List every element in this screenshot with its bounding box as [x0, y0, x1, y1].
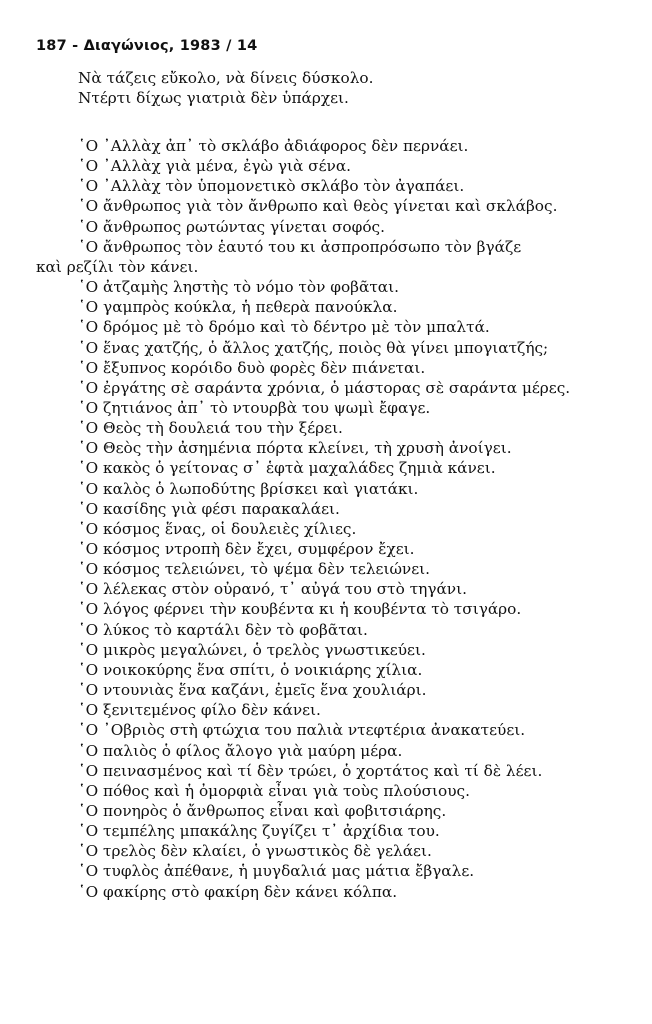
proverb-line: ῾Ο ᾿Αλλὰχ ἀπ᾿ τὸ σκλάβο ἀδιάφορος δὲν περνάει. [78, 137, 469, 155]
proverb-line: ῾Ο λύκος τὸ καρτάλι δὲν τὸ φοβᾶται. [78, 620, 368, 639]
proverb-line: ῾Ο ἀτζαμὴς ληστὴς τὸ νόμο τὸν φοβᾶται. [78, 278, 399, 297]
proverb-line: ῾Ο Θεὸς τὴ δουλειά του τὴν ξέρει. [78, 419, 343, 438]
proverb-line: ῾Ο ᾿Αλλὰχ γιὰ μένα, ἐγὼ γιὰ σένα. [78, 157, 352, 176]
proverb-continuation: καὶ ρεζίλι τὸν κάνει. [36, 257, 199, 276]
proverb-line: ῾Ο κόσμος ἕνας, οἱ δουλειὲς χίλιες. [78, 519, 357, 538]
proverb-line: ῾Ο ζητιάνος ἀπ᾿ τὸ ντουρβὰ του ψωμὶ ἔφαγε. [78, 398, 431, 417]
proverb-line: ῾Ο ἕνας χατζής, ὁ ἄλλος χατζής, ποιὸς θὰ γίνει μπογιατζής; [78, 338, 549, 357]
proverb-line: ῾Ο ἔξυπνος κορόιδο δυὸ φορὲς δὲν πιάνεται. [78, 358, 426, 377]
proverb-line: ῾Ο Θεὸς τὴν ἀσημένια πόρτα κλείνει, τὴ χρυσὴ ἀνοίγει. [78, 439, 512, 458]
proverb-line: ῾Ο λέλεκας στὸν οὐρανό, τ᾿ αὐγά του στὸ τηγάνι. [78, 580, 467, 599]
proverb-line: ῾Ο τεμπέλης μπακάλης ζυγίζει τ᾿ ἀρχίδια του. [78, 822, 440, 841]
intro-line: Ντέρτι δίχως γιατριὰ δὲν ὑπάρχει. [78, 89, 349, 108]
proverb-line: ῾Ο πεινασμένος καὶ τί δὲν τρώει, ὁ χορτάτος καὶ τί δὲ λέει. [78, 761, 543, 780]
proverb-line: ῾Ο παλιὸς ὁ φίλος ἄλογο γιὰ μαύρη μέρα. [78, 741, 403, 760]
proverb-line: ῾Ο ἐργάτης σὲ σαράντα χρόνια, ὁ μάστορας σὲ σαράντα μέρες. [78, 378, 571, 397]
intro-line: Νὰ τάζεις εὔκολο, νὰ δίνεις δύσκολο. [78, 69, 374, 87]
proverb-line: ῾Ο μικρὸς μεγαλώνει, ὁ τρελὸς γνωστικεύει. [78, 640, 426, 659]
proverb-line: ῾Ο ἄνθρωπος γιὰ τὸν ἄνθρωπο καὶ θεὸς γίνεται καὶ σκλάβος. [78, 197, 558, 216]
proverb-line: ῾Ο πονηρὸς ὁ ἄνθρωπος εἶναι καὶ φοβιτσιάρης. [78, 801, 447, 820]
proverb-line: ῾Ο ξενιτεμένος φίλο δὲν κάνει. [78, 701, 321, 720]
proverb-line: ῾Ο πόθος καὶ ἡ ὀμορφιὰ εἶναι γιὰ τοὺς πλούσιους. [78, 781, 470, 800]
proverb-line: ῾Ο γαμπρὸς κούκλα, ἡ πεθερὰ πανούκλα. [78, 298, 398, 317]
proverb-line: ῾Ο δρόμος μὲ τὸ δρόμο καὶ τὸ δέντρο μὲ τὸν μπαλτά. [78, 318, 490, 337]
page-header: 187 - Διαγώνιος, 1983 / 14 [36, 38, 258, 54]
proverb-line: ῾Ο τυφλὸς ἀπέθανε, ἡ μυγδαλιά μας μάτια ἔβγαλε. [78, 862, 475, 881]
proverb-line: ῾Ο ᾿Αλλὰχ τὸν ὑπομονετικὸ σκλάβο τὸν ἀγαπάει. [78, 177, 465, 196]
proverb-line: ῾Ο κόσμος ντροπὴ δὲν ἔχει, συμφέρον ἔχει. [78, 540, 415, 558]
proverb-line: ῾Ο ἄνθρωπος ρωτώντας γίνεται σοφός. [78, 217, 385, 236]
proverb-line: ῾Ο νοικοκύρης ἕνα σπίτι, ὁ νοικιάρης χίλια. [78, 660, 423, 679]
proverb-line: ῾Ο φακίρης στὸ φακίρη δὲν κάνει κόλπα. [78, 882, 398, 901]
proverb-line: ῾Ο κασίδης γιὰ φέσι παρακαλάει. [78, 499, 340, 518]
proverb-line: ῾Ο κακὸς ὁ γείτονας σ᾿ ἑφτὰ μαχαλάδες ζημιὰ κάνει. [78, 459, 496, 478]
proverb-line: ῾Ο ᾿Οβριὸς στὴ φτώχια του παλιὰ ντεφτέρια ἀνακατεύει. [78, 721, 526, 740]
proverb-line: ῾Ο ἄνθρωπος τὸν ἑαυτό του κι ἀσπροπρόσωπο τὸν βγάζε [78, 237, 522, 256]
proverb-line: ῾Ο ντουνιὰς ἕνα καζάνι, ἐμεῖς ἕνα χουλιάρι. [78, 681, 427, 700]
proverb-line: ῾Ο τρελὸς δὲν κλαίει, ὁ γνωστικὸς δὲ γελάει. [78, 842, 432, 861]
proverb-line: ῾Ο καλὸς ὁ λωποδύτης βρίσκει καὶ γιατάκι. [78, 479, 419, 498]
proverb-line: ῾Ο λόγος φέρνει τὴν κουβέντα κι ἡ κουβέντα τὸ τσιγάρο. [78, 600, 522, 619]
proverb-line: ῾Ο κόσμος τελειώνει, τὸ ψέμα δὲν τελειώνει. [78, 560, 431, 579]
